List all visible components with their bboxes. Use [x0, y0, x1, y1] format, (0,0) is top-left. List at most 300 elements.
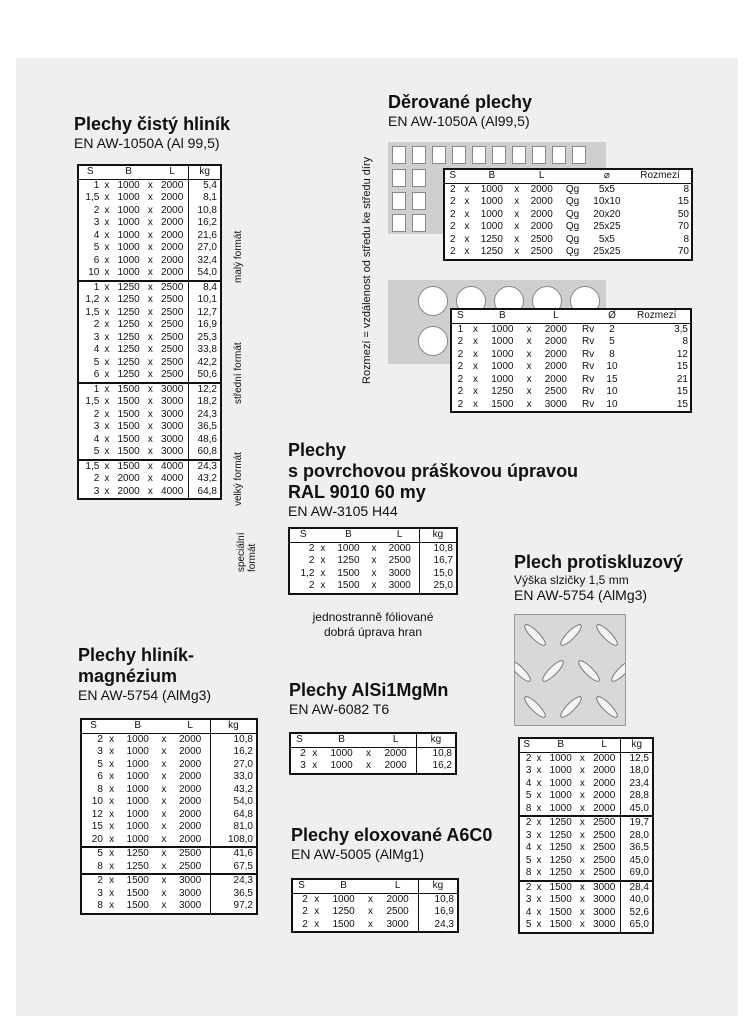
table-cell: 1500: [126, 887, 149, 899]
table-cell: 5,4: [189, 179, 221, 192]
table-cell: x: [147, 408, 153, 420]
table-cell: 2000: [161, 179, 184, 191]
table-cell: 12: [91, 808, 103, 820]
header-row: [519, 738, 653, 752]
table-cell: 36,5: [189, 421, 221, 434]
table-cell: 1000: [126, 783, 149, 795]
table-cell: 1500: [117, 421, 140, 432]
table-row: [78, 255, 221, 268]
table-cisty-hlinik: [77, 164, 222, 500]
table-cell: 2500: [388, 555, 411, 566]
table-cell: 20x20: [593, 208, 621, 220]
table-row: [519, 842, 653, 855]
column-header: L: [377, 879, 418, 893]
column-header: Rozmezí: [629, 169, 692, 183]
table-cell: x: [104, 192, 110, 203]
table-cell: x: [104, 396, 110, 407]
table-row: [78, 421, 221, 434]
table-cell: x: [147, 306, 153, 318]
table-cell: x: [526, 348, 532, 360]
section-subtitle: Výška slzičky 1,5 mm: [514, 573, 629, 587]
table-row: [78, 217, 221, 230]
column-header: S: [290, 733, 308, 747]
table-cell: Rv: [582, 336, 595, 347]
table-cell: 8: [683, 233, 689, 245]
table-cell: x: [104, 473, 110, 484]
table-cell: x: [579, 752, 585, 764]
table-cell: 3,5: [674, 323, 688, 335]
table-cell: x: [161, 887, 167, 899]
table-row: [78, 192, 221, 205]
table-eloxovane: [291, 878, 459, 933]
table-cell: 23,4: [621, 778, 653, 791]
table-cell: 3000: [593, 894, 616, 905]
section-title: Plechy hliník-: [78, 645, 195, 665]
table-cell: x: [314, 906, 320, 917]
table-cell: x: [157, 847, 170, 861]
table-cell: 2: [457, 398, 464, 410]
table-cell: 2500: [593, 867, 616, 878]
column-header: S: [289, 528, 316, 542]
column-header: kg: [416, 733, 456, 747]
table-row: [81, 746, 257, 759]
table-cell: 24,3: [210, 874, 257, 888]
table-cell: x: [536, 867, 542, 878]
table-cell: x: [147, 204, 153, 216]
table-row: [78, 205, 221, 218]
table-cell: 4: [525, 842, 532, 853]
table-row: [81, 861, 257, 875]
table-cell: x: [320, 580, 326, 591]
table-cell: 2500: [161, 344, 184, 355]
table-cell: 2000: [593, 790, 616, 801]
table-row: [519, 790, 653, 803]
table-cell: 1000: [117, 217, 140, 228]
table-cell: 1000: [126, 733, 149, 745]
table-cell: 1000: [480, 208, 503, 220]
table-cell: 1000: [117, 229, 140, 241]
table-cell: 1: [78, 383, 101, 397]
column-header: [522, 309, 536, 323]
table-row: [78, 230, 221, 243]
table-cell: x: [104, 217, 110, 228]
table-cell: 8: [525, 802, 532, 814]
table-cell: 2000: [178, 821, 202, 832]
table-cell: 2000: [384, 747, 407, 759]
section-title: Plechy čistý hliník: [74, 114, 231, 134]
table-row: [81, 888, 257, 901]
table-cell: 1: [78, 281, 101, 295]
table-cell: 24,3: [189, 460, 221, 474]
section-subtitle: EN AW-1050A (Al99,5): [388, 113, 530, 129]
table-cell: x: [104, 485, 110, 497]
table-cell: x: [464, 183, 470, 195]
table-cell: 2: [449, 233, 456, 245]
table-cell: 6: [93, 254, 100, 266]
table-cell: 20: [91, 833, 103, 845]
header-row: [81, 719, 257, 733]
table-cell: 5: [525, 790, 532, 801]
table-cell: x: [371, 542, 377, 554]
table-cell: 4000: [156, 460, 189, 474]
data-table: [80, 718, 258, 915]
column-header: [576, 309, 601, 323]
column-header: S: [519, 738, 533, 752]
table-cell: x: [104, 344, 110, 355]
column-header: [308, 733, 322, 747]
table-cell: 1500: [117, 408, 140, 420]
table-cell: x: [109, 821, 115, 832]
section-subtitle: EN AW-5754 (AlMg3): [514, 587, 648, 603]
table-cell: 1250: [480, 246, 503, 257]
table-cell: 108,0: [210, 834, 257, 848]
table-cell: 3000: [161, 396, 184, 407]
table-cell: x: [320, 542, 326, 554]
table-cell: 3000: [588, 881, 621, 895]
table-cell: 12,2: [189, 383, 221, 397]
table-cell: 21: [676, 373, 688, 385]
table-cell: 5: [609, 336, 615, 347]
table-cell: x: [368, 893, 374, 905]
table-cell: Qg: [565, 196, 580, 207]
table-cell: x: [145, 383, 156, 397]
table-cell: 5: [525, 919, 532, 930]
column-header: S: [451, 309, 469, 323]
table-cell: x: [161, 783, 167, 795]
table-cell: 1250: [117, 344, 140, 355]
table-cell: 2: [97, 733, 103, 745]
table-cell: 70: [677, 246, 689, 257]
table-cell: 1250: [117, 319, 140, 330]
table-cell: x: [147, 267, 153, 278]
table-cell: 1500: [544, 881, 576, 895]
section-alsi: [289, 680, 448, 718]
table-cell: 2500: [161, 306, 184, 318]
column-header: [145, 165, 156, 179]
table-cell: x: [161, 746, 167, 757]
table-cell: 3000: [388, 567, 411, 579]
table-cell: x: [147, 217, 153, 228]
table-cell: 10,8: [418, 893, 458, 906]
table-row: [78, 473, 221, 486]
table-cell: x: [526, 361, 532, 372]
table-row: [451, 349, 691, 362]
table-cell: 1000: [126, 796, 149, 807]
table-cell: x: [161, 808, 167, 820]
table-cell: 2000: [544, 323, 567, 335]
table-cell: 1000: [480, 221, 503, 232]
table-cell: 2: [457, 373, 464, 385]
table-row: [81, 759, 257, 772]
table-cell: 33,8: [189, 344, 221, 357]
table-cell: 1250: [491, 386, 514, 397]
table-cell: 36,5: [621, 842, 653, 855]
table-cell: 4: [93, 433, 100, 445]
section-title: Plechy AlSi1MgMn: [289, 680, 449, 700]
table-row: [78, 446, 221, 460]
table-cell: 2000: [530, 196, 553, 207]
table-cell: 1,5: [78, 460, 101, 474]
table-cell: x: [526, 398, 532, 410]
column-header: [362, 733, 376, 747]
table-cell: x: [109, 771, 115, 782]
table-cell: x: [473, 386, 479, 397]
table-cell: 1500: [118, 874, 157, 888]
column-header: kg: [419, 528, 457, 542]
section-title: s povrchovou práškovou úpravou: [288, 461, 579, 481]
column-header: [157, 719, 170, 733]
column-header: S: [292, 879, 310, 893]
table-cell: 3: [97, 887, 103, 899]
table-cell: 2: [519, 816, 533, 830]
table-cell: 2000: [178, 796, 202, 807]
column-header: B: [118, 719, 157, 733]
table-cell: 1000: [491, 323, 514, 335]
table-cell: 8: [97, 783, 103, 795]
section-subtitle: EN AW-3105 H44: [288, 503, 398, 519]
table-row: [292, 893, 458, 906]
table-protiskluz: [518, 737, 654, 934]
table-cell: 70: [677, 221, 689, 232]
table-cell: x: [109, 746, 115, 757]
table-cell: 3000: [178, 900, 202, 911]
table-cell: 2500: [161, 294, 184, 305]
table-cell: 2000: [530, 221, 553, 232]
table-cell: 3000: [544, 398, 567, 410]
table-cell: x: [464, 246, 470, 257]
table-row: [451, 336, 691, 349]
table-row: [289, 555, 457, 568]
table-cell: 8,1: [189, 192, 221, 205]
table-cell: 15: [676, 386, 688, 397]
table-cell: 2: [449, 196, 456, 207]
table-cell: 1500: [337, 567, 360, 579]
table-cell: x: [579, 777, 585, 789]
table-cell: 1250: [126, 860, 149, 872]
table-row: [81, 847, 257, 861]
table-cell: 50,6: [189, 369, 221, 383]
table-cell: 3: [97, 746, 103, 757]
table-cell: 8: [97, 860, 103, 872]
table-cell: 1250: [117, 306, 140, 318]
section-note: [288, 610, 458, 640]
table-cell: 2: [308, 542, 315, 554]
table-cell: 3000: [388, 580, 411, 591]
note-line: dobrá úprava hran: [323, 625, 423, 639]
table-cell: 2500: [161, 331, 184, 343]
table-cell: x: [104, 294, 110, 305]
table-cell: 3: [93, 421, 100, 432]
header-row: [451, 309, 691, 323]
table-cell: 2500: [156, 281, 189, 295]
table-cell: 3000: [161, 408, 184, 420]
column-header: B: [544, 738, 576, 752]
table-cell: x: [536, 894, 542, 905]
table-cell: 1250: [337, 555, 360, 566]
table-cell: x: [514, 196, 520, 207]
table-cell: x: [145, 281, 156, 295]
table-cell: 2000: [530, 208, 553, 220]
table-cell: 2000: [161, 217, 184, 228]
group-label: velký formát: [233, 452, 244, 506]
table-cell: 25x25: [593, 246, 621, 257]
table-cell: x: [109, 808, 115, 820]
table-cell: 10,8: [189, 205, 221, 218]
table-cell: x: [105, 874, 118, 888]
section-subtitle: EN AW-6082 T6: [289, 701, 390, 717]
table-cell: x: [147, 229, 153, 241]
table-row: [78, 242, 221, 255]
table-cell: Rv: [582, 348, 595, 360]
table-row: [78, 179, 221, 192]
table-cell: Rv: [582, 361, 595, 372]
table-cell: 2000: [544, 373, 567, 385]
table-cell: 1000: [330, 760, 353, 771]
table-row: [81, 784, 257, 797]
table-cell: 2500: [530, 246, 553, 257]
table-cell: 1250: [544, 816, 576, 830]
table-cell: 8: [683, 183, 689, 195]
table-cell: 2500: [386, 906, 409, 917]
table-row: [78, 460, 221, 474]
table-cell: 2: [300, 747, 306, 759]
table-cell: 1000: [126, 821, 149, 832]
table-cell: 69,0: [621, 867, 653, 881]
table-cell: 1250: [549, 854, 572, 866]
table-cell: 1000: [117, 242, 140, 253]
table-cell: 48,6: [189, 434, 221, 447]
table-cell: 6: [97, 771, 103, 782]
table-cell: Rv: [582, 398, 595, 410]
table-cell: x: [109, 733, 115, 745]
table-row: [519, 855, 653, 868]
table-cell: 1000: [126, 771, 149, 782]
table-cell: 5: [525, 854, 532, 866]
table-row: [451, 374, 691, 387]
table-cell: x: [579, 829, 585, 841]
data-table: [450, 308, 692, 413]
table-cell: 1000: [491, 336, 514, 347]
table-cell: 1500: [126, 900, 149, 911]
table-cell: 3: [525, 765, 532, 776]
table-cell: x: [368, 906, 374, 917]
table-cell: 1000: [126, 833, 149, 845]
column-header: [577, 738, 588, 752]
table-cell: x: [514, 233, 520, 245]
column-header: S: [78, 165, 101, 179]
table-cell: x: [473, 361, 479, 372]
table-row: [451, 386, 691, 399]
table-row: [444, 183, 692, 196]
table-cell: x: [104, 306, 110, 318]
table-cell: 1500: [337, 580, 360, 591]
table-cell: 1000: [117, 179, 140, 191]
table-cell: x: [514, 221, 520, 232]
table-cell: 25x25: [593, 221, 621, 232]
column-header: L: [588, 738, 621, 752]
table-cell: x: [147, 485, 153, 497]
table-cell: 2: [457, 386, 464, 397]
table-cell: x: [579, 919, 585, 930]
data-table: [289, 732, 457, 775]
table-cell: x: [147, 294, 153, 305]
column-header: [368, 528, 381, 542]
table-cell: x: [526, 373, 532, 385]
table-cell: 1000: [126, 746, 149, 757]
table-cell: 1000: [117, 192, 140, 203]
table-cell: 1000: [337, 542, 360, 554]
table-cell: x: [464, 233, 470, 245]
table-cell: 2000: [178, 783, 202, 795]
table-cell: 1000: [491, 373, 514, 385]
table-cell: 1250: [117, 331, 140, 343]
table-cell: x: [104, 254, 110, 266]
table-cell: 1500: [332, 918, 355, 930]
note-line: jednostranně fóliované: [312, 610, 434, 624]
table-cell: 28,0: [621, 830, 653, 843]
table-cell: 15: [677, 196, 689, 207]
table-cell: 1000: [117, 254, 140, 266]
table-cell: 2000: [161, 254, 184, 266]
table-row: [444, 246, 692, 260]
table-cell: 4: [525, 777, 532, 789]
table-cell: 2000: [593, 765, 616, 776]
data-table: [518, 737, 654, 934]
table-cell: x: [371, 580, 377, 591]
table-row: [519, 816, 653, 830]
table-cell: 45,0: [621, 803, 653, 817]
table-cell: 40,0: [621, 894, 653, 907]
table-row: [78, 332, 221, 345]
column-header: L: [523, 169, 560, 183]
table-row: [289, 568, 457, 581]
table-cell: 1500: [117, 433, 140, 445]
section-protiskluz: [514, 552, 683, 604]
column-header: L: [536, 309, 576, 323]
table-cell: 4: [93, 344, 100, 355]
table-cell: 1250: [118, 847, 157, 861]
table-cell: 3: [93, 217, 100, 228]
tread-pattern-icon: [515, 615, 626, 726]
table-cell: 5: [93, 446, 100, 457]
table-cell: x: [526, 336, 532, 347]
table-cell: x: [101, 281, 112, 295]
table-cell: x: [109, 887, 115, 899]
table-cell: 15: [606, 373, 618, 385]
table-cell: 1500: [112, 383, 144, 397]
table-cell: 3: [93, 331, 100, 343]
table-row: [78, 396, 221, 409]
table-cell: Qg: [565, 246, 580, 257]
table-cell: Qg: [565, 233, 580, 245]
group-label: střední formát: [233, 342, 244, 404]
table-cell: 1000: [480, 196, 503, 207]
column-header: S: [444, 169, 461, 183]
table-cell: 43,2: [210, 784, 257, 797]
table-cell: 28,4: [621, 881, 653, 895]
table-cell: 64,8: [189, 486, 221, 500]
column-header: [101, 165, 112, 179]
section-title: Plech protiskluzový: [514, 552, 684, 572]
header-row: [292, 879, 458, 893]
table-cell: x: [109, 796, 115, 807]
table-cell: 10,8: [416, 747, 456, 760]
table-cell: 2000: [161, 242, 184, 253]
table-cell: x: [464, 221, 470, 232]
table-cell: 8: [97, 900, 103, 911]
column-header: S: [81, 719, 105, 733]
table-row: [444, 234, 692, 247]
